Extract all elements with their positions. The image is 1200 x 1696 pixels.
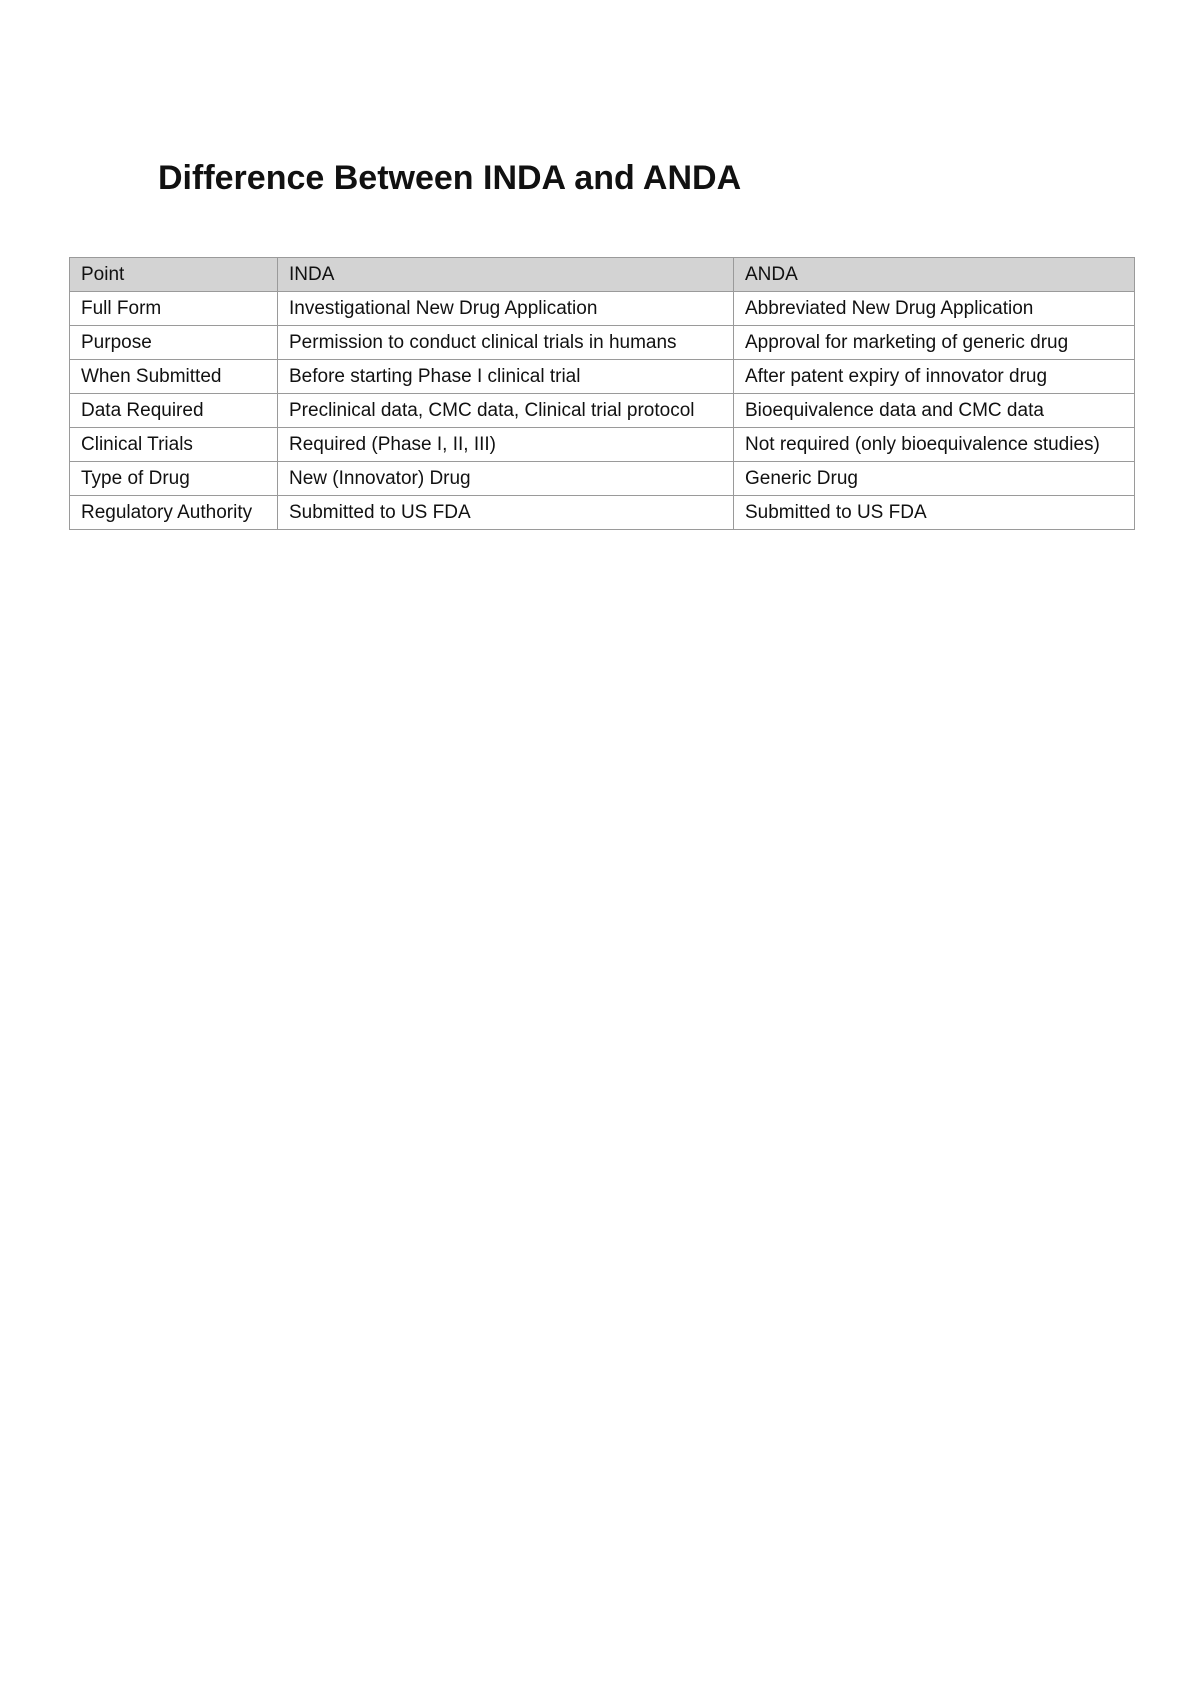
row-label-cell: Data Required [70, 394, 278, 428]
column-header-inda: INDA [278, 258, 734, 292]
anda-cell: Approval for marketing of generic drug [734, 326, 1135, 360]
inda-cell: Submitted to US FDA [278, 496, 734, 530]
anda-cell: Abbreviated New Drug Application [734, 292, 1135, 326]
document-title: Difference Between INDA and ANDA [158, 159, 742, 197]
table-row [70, 462, 1135, 496]
row-label-cell: Regulatory Authority [70, 496, 278, 530]
table-row [70, 394, 1135, 428]
inda-cell: Before starting Phase I clinical trial [278, 360, 734, 394]
table-row [70, 326, 1135, 360]
row-label-cell: Full Form [70, 292, 278, 326]
inda-cell: Required (Phase I, II, III) [278, 428, 734, 462]
column-header-anda: ANDA [734, 258, 1135, 292]
table-row [70, 428, 1135, 462]
anda-cell: Generic Drug [734, 462, 1135, 496]
inda-cell: New (Innovator) Drug [278, 462, 734, 496]
inda-cell: Investigational New Drug Application [278, 292, 734, 326]
row-label-cell: Purpose [70, 326, 278, 360]
row-label-cell: Type of Drug [70, 462, 278, 496]
table-header-row [70, 258, 1135, 292]
anda-cell: After patent expiry of innovator drug [734, 360, 1135, 394]
table-row [70, 360, 1135, 394]
column-header-point: Point [70, 258, 278, 292]
anda-cell: Bioequivalence data and CMC data [734, 394, 1135, 428]
table-row [70, 496, 1135, 530]
comparison-table [69, 257, 1135, 530]
inda-cell: Preclinical data, CMC data, Clinical trial protocol [278, 394, 734, 428]
table-row [70, 292, 1135, 326]
row-label-cell: When Submitted [70, 360, 278, 394]
anda-cell: Not required (only bioequivalence studies) [734, 428, 1135, 462]
inda-cell: Permission to conduct clinical trials in humans [278, 326, 734, 360]
anda-cell: Submitted to US FDA [734, 496, 1135, 530]
row-label-cell: Clinical Trials [70, 428, 278, 462]
